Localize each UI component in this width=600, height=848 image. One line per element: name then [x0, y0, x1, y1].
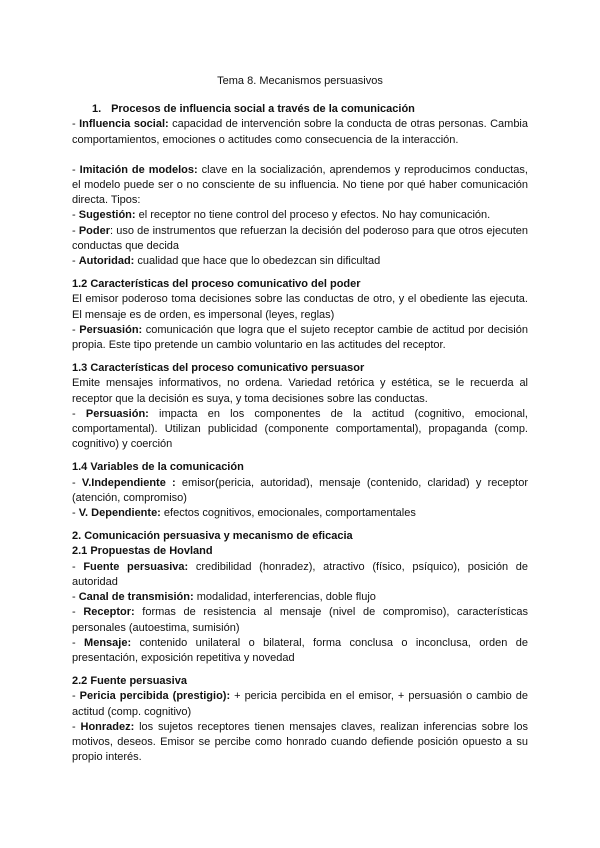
section-2-2-heading: 2.2 Fuente persuasiva	[72, 675, 187, 688]
document-title: Tema 8. Mecanismos persuasivos	[217, 75, 383, 87]
term-pericia-percibida: Pericia percibida (prestigio):	[79, 690, 231, 703]
section-1-heading-text: Procesos de influencia social a través de la comunicación	[111, 103, 415, 116]
list-item-canal-transmision: - Canal de transmisión: modalidad, interferencias, doble flujo	[72, 591, 376, 604]
term-fuente-persuasiva: Fuente persuasiva:	[83, 560, 189, 573]
list-item-v-dependiente: - V. Dependiente: efectos cognitivos, emocionales, comportamentales	[72, 507, 416, 520]
paragraph-emisor-poderoso: El emisor poderoso toma decisiones sobre las conductas de otro, y el obediente las ejecuta. El mensaje es de orden, es impersonal (leyes, reglas)	[72, 293, 528, 321]
term-v-dependiente: V. Dependiente:	[78, 507, 161, 520]
section-1-number: 1.	[92, 103, 102, 116]
term-autoridad: Autoridad:	[78, 255, 135, 268]
term-persuasion: Persuasión:	[79, 323, 143, 336]
term-sugestion: Sugestión:	[78, 209, 136, 222]
term-persuasion: Persuasión:	[85, 407, 149, 420]
paragraph-imitacion-modelos: - Imitación de modelos: clave en la socialización, aprendemos y reproducimos conductas, el modelo puede ser o no consciente de su influencia. No tiene por qué haber comunicación directa. Tipos:	[72, 163, 528, 207]
section-1-heading	[72, 102, 528, 117]
section-2-heading: 2. Comunicación persuasiva y mecanismo de eficacia	[72, 530, 353, 543]
list-item-sugestion: - Sugestión: el receptor no tiene control del proceso y efectos. No hay comunicación.	[72, 209, 491, 222]
term-poder: Poder	[78, 224, 111, 237]
term-v-independiente: V.Independiente :	[81, 476, 176, 489]
section-1-3-heading: 1.3 Características del proceso comunicativo persuasor	[72, 362, 365, 375]
term-honradez: Honradez:	[80, 720, 135, 733]
term-imitacion-modelos: Imitación de modelos:	[79, 163, 198, 176]
list-item-poder: - Poder: uso de instrumentos que refuerzan la decisión del poderoso para que otros ejecuten conductas que decida	[72, 224, 528, 252]
term-receptor: Receptor:	[83, 606, 135, 619]
term-canal-transmision: Canal de transmisión:	[78, 591, 194, 604]
paragraph-influencia-social: - Influencia social: capacidad de intervención sobre la conducta de otras personas. Cambia comportamientos, emociones o actitudes como consecuencia de la interacción.	[72, 118, 528, 146]
term-influencia-social: Influencia social:	[79, 118, 169, 131]
section-1-2-heading: 1.2 Características del proceso comunicativo del poder	[72, 278, 361, 291]
list-item-v-independiente: - V.Independiente : emisor(pericia, autoridad), mensaje (contenido, claridad) y receptor (atención, compromiso)	[72, 476, 528, 504]
paragraph-mensajes-informativos: Emite mensajes informativos, no ordena. Variedad retórica y estética, se le recuerda al receptor que la decisión es suya, y toma decisiones sobre las conductas.	[72, 377, 528, 405]
list-item-mensaje: - Mensaje: contenido unilateral o bilateral, forma conclusa o inconclusa, orden de presentación, exposición repetitiva y novedad	[72, 636, 528, 664]
list-item-fuente-persuasiva: - Fuente persuasiva: credibilidad (honradez), atractivo (físico, psíquico), posición de autoridad	[72, 560, 528, 588]
list-item-receptor: - Receptor: formas de resistencia al mensaje (nivel de compromiso), características personales (autoestima, sumisión)	[72, 606, 528, 634]
term-mensaje: Mensaje:	[84, 636, 132, 649]
section-1-4-heading: 1.4 Variables de la comunicación	[72, 461, 244, 474]
list-item-autoridad: - Autoridad: cualidad que hace que lo obedezcan sin dificultad	[72, 255, 381, 268]
list-item-persuasion-1-2: - Persuasión: comunicación que logra que el sujeto receptor cambie de actitud por decisión propia. Este tipo pretende un cambio voluntario en las actitudes del receptor.	[72, 323, 528, 352]
list-item-pericia-percibida: - Pericia percibida (prestigio): + pericia percibida en el emisor, + persuasión o cambio de actitud (comp. cognitivo)	[72, 690, 528, 718]
list-item-honradez: - Honradez: los sujetos receptores tienen mensajes claves, realizan inferencias sobre los motivos, deseos. Emisor se percibe como honrado cuando defiende posición opuesto a su propio interés.	[72, 720, 528, 764]
section-2-1-heading: 2.1 Propuestas de Hovland	[72, 545, 213, 558]
list-item-persuasion-1-3: - Persuasión: impacta en los componentes de la actitud (cognitivo, emocional, comportamental). Utilizan publicidad (componente comportamental), propaganda (comp. cognitivo) y coerción	[72, 407, 528, 451]
